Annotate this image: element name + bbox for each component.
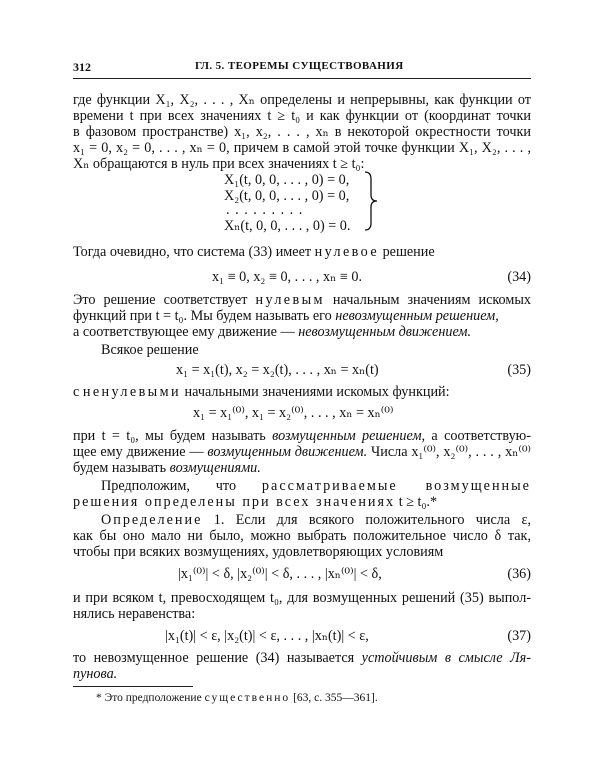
equation-34: x₁ ≡ 0, x₂ ≡ 0, . . . , xₙ ≡ 0.: [212, 269, 362, 285]
equation-number-34: (34): [507, 269, 531, 285]
text-line-11: с ненулевыми начальными значениями искомых функций:: [73, 384, 450, 400]
equation-number-36: (36): [507, 566, 531, 582]
text-line-21: нялись неравенства:: [73, 606, 196, 622]
text-line-5: Xₙ обращаются в нуль при всех значениях t ≥ t₀:: [73, 156, 365, 172]
text-line-7: Это решение соответствует нулевым начальным значениям искомых: [73, 292, 531, 308]
equation-number-37: (37): [507, 628, 531, 644]
text-line-4: x₁ = 0, x₂ = 0, . . . , xₙ = 0, причем в самой этой точке функции X₁, X₂, . . . ,: [73, 140, 531, 156]
system-eq-1: X₁(t, 0, 0, . . . , 0) = 0,: [224, 172, 350, 188]
text-line-19: чтобы при всяких возмущениях, удовлетворяющих условиям: [73, 544, 444, 560]
text-line-8: функций при t = t₀. Мы будем называть его невозмущенным решением,: [73, 308, 499, 324]
running-header: [73, 60, 528, 76]
text-line-18: как бы оно мало ни было, можно выбрать положительное число δ так,: [73, 528, 531, 544]
text-line-13: щее ему движение — возмущенным движением. Числа x₁⁽⁰⁾, x₂⁽⁰⁾, . . . , xₙ⁽⁰⁾: [73, 444, 531, 460]
equation-37: |x₁(t)| < ε, |x₂(t)| < ε, . . . , |xₙ(t)| < ε,: [165, 628, 369, 644]
text-line-15: Предположим, что рассматриваемые возмущенные: [101, 478, 531, 494]
text-line-12: при t = t₀, мы будем называть возмущенным решением, а соответствую-: [73, 428, 531, 444]
initial-values-eq: x₁ = x₁⁽⁰⁾, x₁ = x₂⁽⁰⁾, . . . , xₙ = xₙ⁽⁰⁾: [193, 405, 394, 421]
header-rule: [73, 78, 531, 79]
system-eq-3: Xₙ(t, 0, 0, . . . , 0) = 0.: [224, 218, 351, 234]
text-line-10: Всякое решение: [101, 342, 199, 358]
text-line-3: в фазовом пространстве) x₁, x₂, . . . , xₙ в некоторой окрестности точки: [73, 124, 531, 140]
equation-35: x₁ = x₁(t), x₂ = x₂(t), . . . , xₙ = xₙ(t): [176, 362, 379, 378]
text-line-16: решения определены при всех значениях t ≥ t₀.*: [73, 494, 438, 510]
text-line-23: пунова.: [73, 666, 118, 682]
page-number: 312: [73, 60, 91, 74]
footnote-rule: [73, 686, 193, 687]
text-line-20: и при всяком t, превосходящем t₀, для возмущенных решений (35) выпол-: [73, 590, 531, 606]
chapter-title: ГЛ. 5. ТЕОРЕМЫ СУЩЕСТВОВАНИЯ: [195, 60, 404, 72]
text-line-9: а соответствующее ему движение — невозмущенным движением.: [73, 324, 472, 340]
equation-number-35: (35): [507, 362, 531, 378]
equation-36: |x₁⁽⁰⁾| < δ, |x₂⁽⁰⁾| < δ, . . . , |xₙ⁽⁰⁾| < δ,: [178, 566, 382, 582]
text-line-2: времени t при всех значениях t ≥ t₀ и как функции от (координат точки: [73, 108, 531, 124]
system-eq-2: X₂(t, 0, 0, . . . , 0) = 0,: [224, 188, 350, 204]
text-line-22: то невозмущенное решение (34) называется устойчивым в смысле Ля-: [73, 650, 531, 666]
text-line-1: где функции X₁, X₂, . . . , Xₙ определены и непрерывны, как функции от: [73, 92, 531, 108]
text-line-17: Определение 1. Если для всякого положительного числа ε,: [101, 512, 531, 528]
footnote: * Это предположение существенно [63, с. 355—361].: [96, 692, 378, 704]
right-brace-icon: [362, 171, 380, 231]
text-line-14: будем называть возмущениями.: [73, 460, 261, 476]
system-dots: . . . . . . . . .: [226, 202, 304, 218]
text-line-6: Тогда очевидно, что система (33) имеет нулевое решение: [73, 244, 435, 260]
